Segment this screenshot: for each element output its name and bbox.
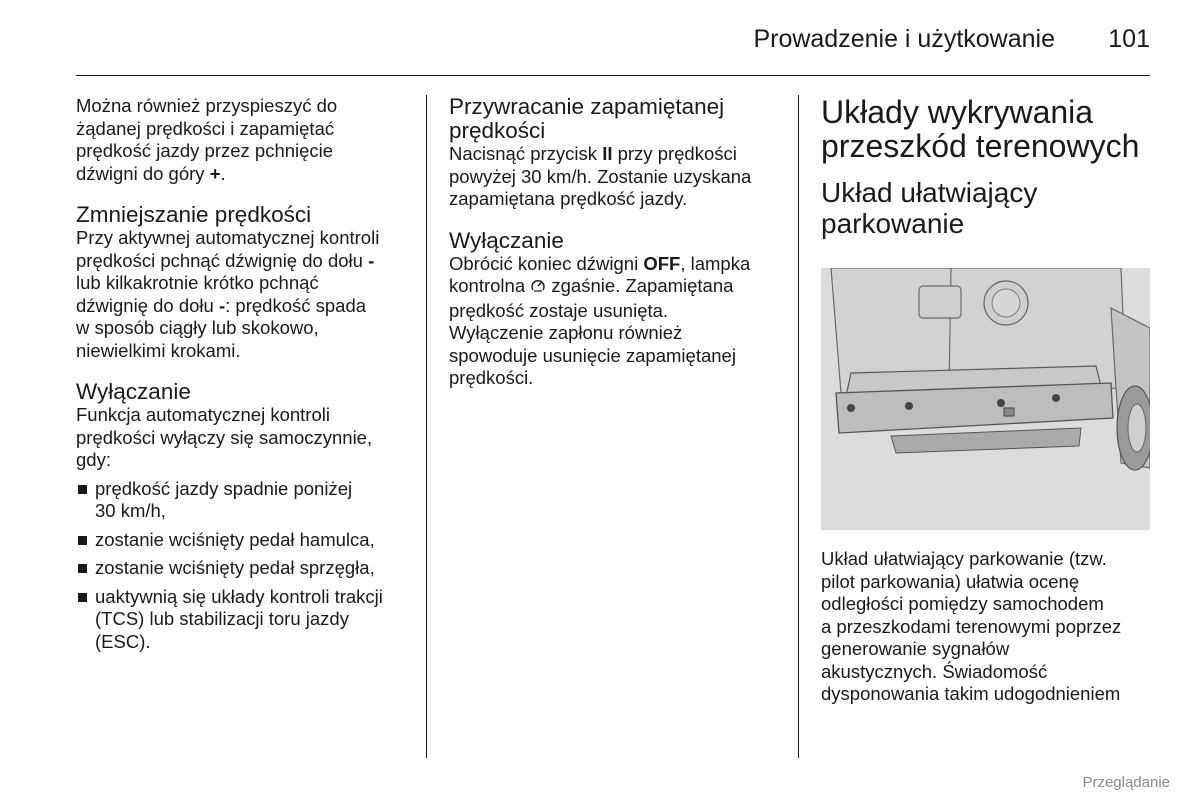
list-item: uaktywnią się układy kontroli trakcji (TCS) lub stabilizacji toru jazdy (ESC).	[76, 586, 416, 654]
body-line: dysponowania takim udogodnieniem	[821, 683, 1121, 704]
bullet-square-icon	[78, 564, 87, 573]
section-heading: Zmniejszanie prędkości	[76, 202, 312, 227]
body-line: Przy aktywnej automatycznej kontroli	[76, 227, 380, 248]
intro-line: Można również przyspieszyć do	[76, 95, 338, 116]
body-line: kontrolna zgaśnie. Zapamiętana	[449, 275, 789, 300]
body-line: odległości pomiędzy samochodem	[821, 593, 1104, 614]
section-heading: Wyłączanie	[449, 227, 564, 253]
bullet-list	[76, 478, 416, 654]
column-right	[821, 95, 1161, 239]
body-line: prędkość zostaje usunięta.	[449, 299, 669, 321]
body-line: pilot parkowania) ułatwia ocenę	[821, 570, 1080, 592]
list-item: zostanie wciśnięty pedał sprzęgła,	[76, 557, 416, 580]
list-item: zostanie wciśnięty pedał hamulca,	[76, 529, 416, 552]
column-divider	[798, 95, 799, 758]
cruise-control-lamp-icon	[530, 277, 546, 300]
intro-line: dźwigni do góry +.	[76, 162, 226, 184]
body-line: spowoduje usunięcie zapamiętanej	[449, 344, 736, 366]
bullet-square-icon	[78, 485, 87, 494]
body-line: powyżej 30 km/h. Zostanie uzyskana	[449, 165, 752, 187]
page-number: 101	[1108, 25, 1150, 53]
column-divider	[426, 95, 427, 758]
body-line: lub kilkakrotnie krótko pchnąć	[76, 272, 319, 293]
bullet-square-icon	[78, 593, 87, 602]
body-line: dźwignię do dołu -: prędkość spada	[76, 294, 367, 316]
intro-line: żądanej prędkości i zapamiętać	[76, 117, 335, 139]
resume-button-symbol: II	[602, 143, 613, 164]
column-left	[76, 95, 416, 653]
header-title: Prowadzenie i użytkowanie	[753, 25, 1055, 53]
plus-symbol: +	[209, 162, 221, 184]
column-right-text	[821, 548, 1161, 706]
list-item: prędkość jazdy spadnie poniżej 30 km/h,	[76, 478, 416, 523]
body-line: generowanie sygnałów	[821, 638, 1010, 659]
rear-bumper-illustration	[821, 268, 1150, 530]
body-line: Funkcja automatycznej kontroli	[76, 404, 330, 425]
intro-line: prędkość jazdy przez pchnięcie	[76, 140, 334, 161]
section-heading: Układ ułatwiający parkowanie	[821, 177, 1038, 239]
column-middle	[449, 95, 789, 390]
body-line: prędkości.	[449, 367, 534, 388]
body-line: w sposób ciągły lub skokowo,	[76, 317, 319, 338]
body-line: niewielkimi krokami.	[76, 339, 241, 361]
body-line: a przeszkodami terenowymi poprzez	[821, 615, 1122, 637]
body-line: prędkości wyłączy się samoczynnie,	[76, 426, 373, 448]
chapter-heading: Układy wykrywania przeszkód terenowych	[821, 94, 1140, 164]
body-line: prędkości pchnąć dźwignię do dołu -	[76, 249, 375, 271]
section-heading: Przywracanie zapamiętanej prędkości	[449, 94, 725, 143]
body-line: Obrócić koniec dźwigni OFF, lampka	[449, 252, 751, 274]
section-heading: Wyłączanie	[76, 379, 191, 404]
body-line: Nacisnąć przycisk II przy prędkości	[449, 143, 737, 164]
body-line: Układ ułatwiający parkowanie (tzw.	[821, 548, 1107, 569]
body-line: Wyłączenie zapłonu również	[449, 322, 683, 343]
body-line: akustycznych. Świadomość	[821, 660, 1048, 682]
header-rule	[76, 75, 1150, 76]
body-line: gdy:	[76, 449, 111, 470]
browse-link[interactable]: Przeglądanie	[1082, 774, 1170, 791]
bullet-square-icon	[78, 536, 87, 545]
body-line: zapamiętana prędkość jazdy.	[449, 188, 688, 209]
